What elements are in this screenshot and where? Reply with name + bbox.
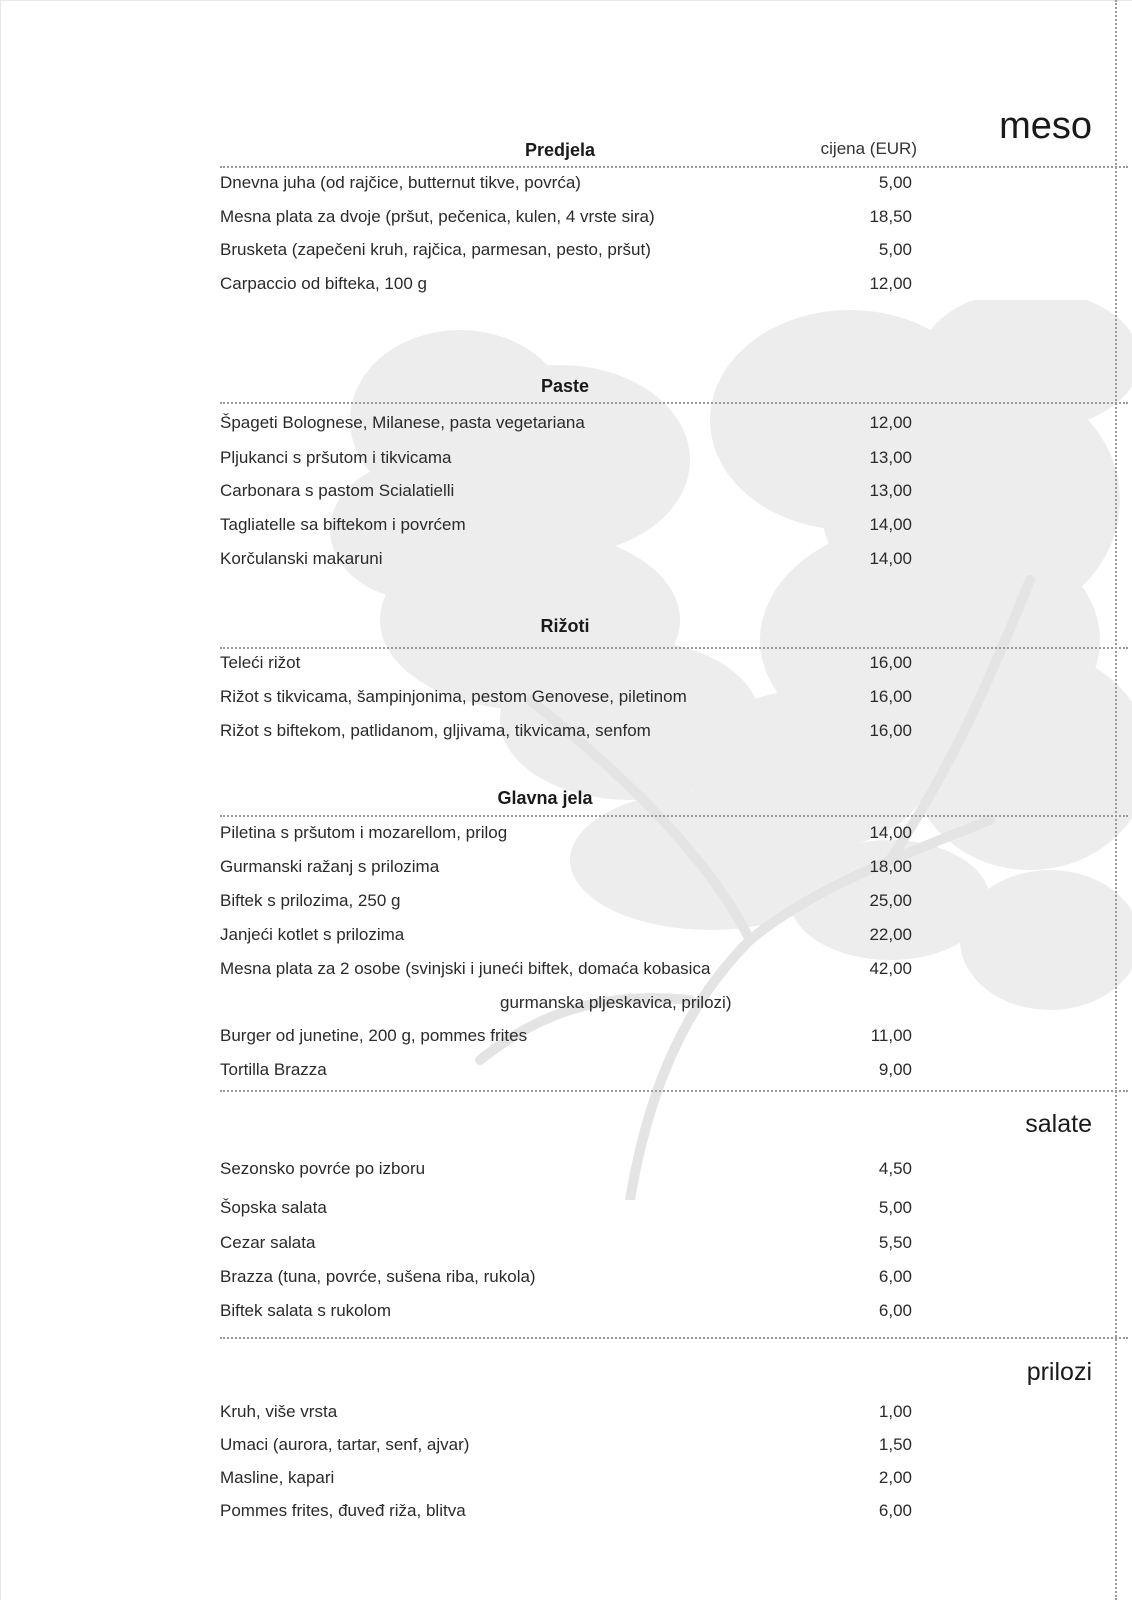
paste-title: Paste — [540, 376, 590, 396]
menu-item: Burger od junetine, 200 g, pommes frites 11,00 — [220, 1026, 912, 1045]
menu-item: Rižot s tikvicama, šampinjonima, pestom Genovese, piletinom 16,00 — [220, 687, 912, 706]
divider — [220, 647, 1128, 649]
menu-item: Carpaccio od bifteka, 100 g 12,00 — [220, 274, 912, 293]
vertical-dotted-divider — [1115, 0, 1117, 1600]
page-border-top — [0, 0, 1132, 1]
menu-item: Biftek s prilozima, 250 g 25,00 — [220, 891, 912, 910]
menu-item: Mesna plata za 2 osobe (svinjski i juneći biftek, domaća kobasica 42,00 — [220, 959, 912, 978]
menu-item: Cezar salata 5,50 — [220, 1233, 912, 1252]
menu-item: Pljukanci s pršutom i tikvicama 13,00 — [220, 448, 912, 467]
menu-item: Dnevna juha (od rajčice, butternut tikve, povrća) 5,00 — [220, 173, 912, 192]
menu-item: Kruh, više vrsta 1,00 — [220, 1402, 912, 1421]
divider — [220, 815, 1128, 817]
menu-item: Masline, kapari 2,00 — [220, 1468, 912, 1487]
menu-item: Pommes frites, đuveđ riža, blitva 6,00 — [220, 1501, 912, 1520]
menu-item: Špageti Bolognese, Milanese, pasta vegetariana 12,00 — [220, 413, 912, 432]
menu-item: Rižot s biftekom, patlidanom, gljivama, tikvicama, senfom 16,00 — [220, 721, 912, 740]
salate-section-label: salate — [1025, 1110, 1092, 1138]
menu-item: Teleći rižot 16,00 — [220, 653, 912, 672]
menu-item: Brazza (tuna, povrće, sušena riba, rukola) 6,00 — [220, 1267, 912, 1286]
menu-item: Tagliatelle sa biftekom i povrćem 14,00 — [220, 515, 912, 534]
prilozi-section-label: prilozi — [1026, 1358, 1092, 1386]
divider — [220, 402, 1128, 404]
menu-item: Janjeći kotlet s prilozima 22,00 — [220, 925, 912, 944]
menu-item: Biftek salata s rukolom 6,00 — [220, 1301, 912, 1320]
rizoti-title: Rižoti — [540, 616, 590, 636]
divider — [220, 1090, 1128, 1092]
divider — [220, 166, 1128, 168]
menu-item: Brusketa (zapečeni kruh, rajčica, parmesan, pesto, pršut) 5,00 — [220, 240, 912, 259]
menu-item: Carbonara s pastom Scialatielli 13,00 — [220, 481, 912, 500]
menu-item: Tortilla Brazza 9,00 — [220, 1060, 912, 1079]
predjela-title: Predjela — [524, 140, 596, 160]
menu-item-continuation: gurmanska pljeskavica, prilozi) — [500, 993, 732, 1012]
divider — [220, 1337, 1128, 1339]
menu-item: Korčulanski makaruni 14,00 — [220, 549, 912, 568]
menu-item: Sezonsko povrće po izboru 4,50 — [220, 1159, 912, 1178]
menu-item: Piletina s pršutom i mozarellom, prilog 14,00 — [220, 823, 912, 842]
glavna-jela-title: Glavna jela — [497, 788, 593, 808]
menu-item: Umaci (aurora, tartar, senf, ajvar) 1,50 — [220, 1435, 912, 1454]
menu-item: Gurmanski ražanj s prilozima 18,00 — [220, 857, 912, 876]
price-column-header: cijena (EUR) — [820, 139, 917, 158]
menu-item: Mesna plata za dvoje (pršut, pečenica, kulen, 4 vrste sira) 18,50 — [220, 207, 912, 226]
meso-section-label: meso — [999, 105, 1092, 147]
menu-item: Šopska salata 5,00 — [220, 1198, 912, 1217]
page-border-left — [0, 0, 1, 1600]
